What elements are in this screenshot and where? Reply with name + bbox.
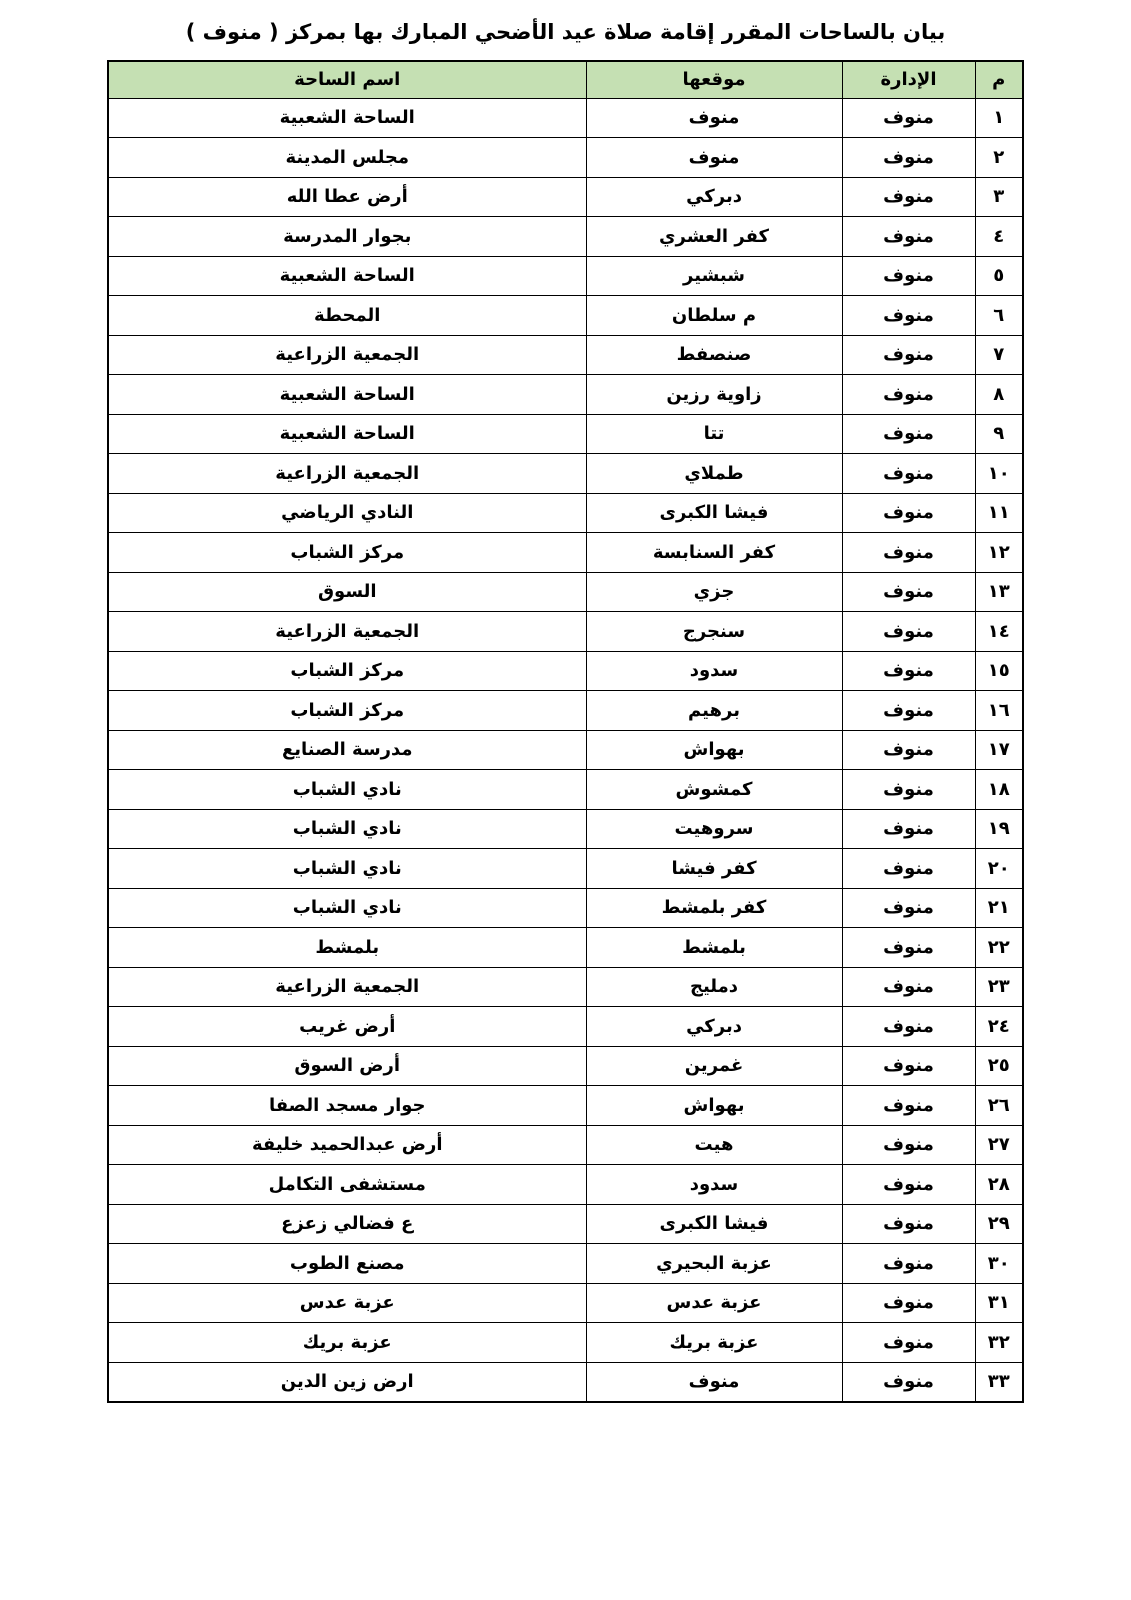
cell-square-name: مركز الشباب — [108, 533, 586, 573]
cell-square-name: مستشفى التكامل — [108, 1165, 586, 1205]
table-row — [108, 1165, 1023, 1205]
cell-number: ٦ — [975, 296, 1023, 336]
cell-number: ٨ — [975, 375, 1023, 415]
cell-square-name: ع فضالي زعزع — [108, 1204, 586, 1244]
table-row — [108, 296, 1023, 336]
table-row — [108, 572, 1023, 612]
cell-number: ٢٦ — [975, 1086, 1023, 1126]
cell-square-name: أرض عبدالحميد خليفة — [108, 1125, 586, 1165]
header-administration: الإدارة — [842, 61, 975, 98]
page-title: بيان بالساحات المقرر إقامة صلاة عيد الأضحي المبارك بها بمركز ( منوف ) — [185, 20, 946, 44]
cell-number: ٢ — [975, 138, 1023, 178]
cell-square-name: مدرسة الصنايع — [108, 730, 586, 770]
cell-administration: منوف — [842, 1125, 975, 1165]
cell-square-name: نادي الشباب — [108, 849, 586, 889]
table-row — [108, 691, 1023, 731]
cell-square-name: مصنع الطوب — [108, 1244, 586, 1284]
cell-square-name: مركز الشباب — [108, 691, 586, 731]
table-row — [108, 177, 1023, 217]
cell-location: دمليج — [586, 967, 842, 1007]
cell-number: ٣ — [975, 177, 1023, 217]
cell-administration: منوف — [842, 1283, 975, 1323]
cell-location: طملاي — [586, 454, 842, 494]
cell-square-name: بجوار المدرسة — [108, 217, 586, 257]
cell-administration: منوف — [842, 414, 975, 454]
cell-number: ٢١ — [975, 888, 1023, 928]
table-row — [108, 730, 1023, 770]
cell-administration: منوف — [842, 177, 975, 217]
cell-number: ٣٠ — [975, 1244, 1023, 1284]
cell-administration: منوف — [842, 730, 975, 770]
table-row — [108, 217, 1023, 257]
cell-administration: منوف — [842, 809, 975, 849]
cell-number: ٢٨ — [975, 1165, 1023, 1205]
cell-location: كفر السنابسة — [586, 533, 842, 573]
cell-square-name: بلمشط — [108, 928, 586, 968]
cell-location: كفر العشري — [586, 217, 842, 257]
cell-administration: منوف — [842, 256, 975, 296]
cell-administration: منوف — [842, 770, 975, 810]
cell-administration: منوف — [842, 572, 975, 612]
table-row — [108, 1283, 1023, 1323]
table-row — [108, 414, 1023, 454]
cell-square-name: الساحة الشعبية — [108, 98, 586, 138]
cell-location: عزبة البحيري — [586, 1244, 842, 1284]
header-location: موقعها — [586, 61, 842, 98]
table-row — [108, 612, 1023, 652]
table-row — [108, 1204, 1023, 1244]
table-row — [108, 454, 1023, 494]
squares-table — [107, 60, 1024, 1403]
cell-administration: منوف — [842, 454, 975, 494]
cell-square-name: جوار مسجد الصفا — [108, 1086, 586, 1126]
cell-square-name: النادي الرياضي — [108, 493, 586, 533]
cell-number: ١٦ — [975, 691, 1023, 731]
cell-location: سدود — [586, 1165, 842, 1205]
cell-location: بهواش — [586, 730, 842, 770]
cell-administration: منوف — [842, 533, 975, 573]
cell-number: ١١ — [975, 493, 1023, 533]
cell-location: منوف — [586, 98, 842, 138]
cell-square-name: المحطة — [108, 296, 586, 336]
cell-number: ١٩ — [975, 809, 1023, 849]
cell-administration: منوف — [842, 1362, 975, 1402]
table-row — [108, 651, 1023, 691]
table-row — [108, 138, 1023, 178]
table-row — [108, 493, 1023, 533]
table-row — [108, 1362, 1023, 1402]
table-row — [108, 335, 1023, 375]
cell-location: كفر فيشا — [586, 849, 842, 889]
table-row — [108, 849, 1023, 889]
cell-number: ٢٤ — [975, 1007, 1023, 1047]
table-row — [108, 770, 1023, 810]
table-row — [108, 809, 1023, 849]
table-row — [108, 1046, 1023, 1086]
cell-administration: منوف — [842, 1046, 975, 1086]
cell-administration: منوف — [842, 691, 975, 731]
cell-location: سنجرج — [586, 612, 842, 652]
cell-administration: منوف — [842, 1204, 975, 1244]
cell-location: برهيم — [586, 691, 842, 731]
cell-number: ١٢ — [975, 533, 1023, 573]
cell-number: ٣١ — [975, 1283, 1023, 1323]
table-row — [108, 888, 1023, 928]
cell-square-name: نادي الشباب — [108, 770, 586, 810]
cell-administration: منوف — [842, 335, 975, 375]
table-row — [108, 1323, 1023, 1363]
cell-location: عزبة عدس — [586, 1283, 842, 1323]
cell-administration: منوف — [842, 493, 975, 533]
squares-table-body — [108, 98, 1023, 1402]
cell-administration: منوف — [842, 612, 975, 652]
cell-administration: منوف — [842, 217, 975, 257]
cell-location: بهواش — [586, 1086, 842, 1126]
cell-number: ٥ — [975, 256, 1023, 296]
table-row — [108, 533, 1023, 573]
cell-square-name: أرض عطا الله — [108, 177, 586, 217]
cell-number: ٢٥ — [975, 1046, 1023, 1086]
cell-administration: منوف — [842, 375, 975, 415]
cell-number: ٩ — [975, 414, 1023, 454]
cell-number: ١٣ — [975, 572, 1023, 612]
cell-number: ٤ — [975, 217, 1023, 257]
header-number: م — [975, 61, 1023, 98]
cell-administration: منوف — [842, 98, 975, 138]
cell-square-name: عزبة عدس — [108, 1283, 586, 1323]
cell-square-name: أرض غريب — [108, 1007, 586, 1047]
cell-square-name: الساحة الشعبية — [108, 375, 586, 415]
cell-number: ١٤ — [975, 612, 1023, 652]
cell-location: جزي — [586, 572, 842, 612]
table-header-row — [108, 61, 1023, 98]
cell-square-name: الجمعية الزراعية — [108, 612, 586, 652]
cell-location: دبركي — [586, 177, 842, 217]
table-row — [108, 1244, 1023, 1284]
table-row — [108, 375, 1023, 415]
cell-location: دبركي — [586, 1007, 842, 1047]
cell-number: ٢٣ — [975, 967, 1023, 1007]
cell-location: منوف — [586, 138, 842, 178]
cell-number: ٣٣ — [975, 1362, 1023, 1402]
cell-number: ١٧ — [975, 730, 1023, 770]
cell-administration: منوف — [842, 296, 975, 336]
cell-square-name: الجمعية الزراعية — [108, 967, 586, 1007]
cell-administration: منوف — [842, 1244, 975, 1284]
cell-square-name: عزبة بريك — [108, 1323, 586, 1363]
cell-administration: منوف — [842, 1323, 975, 1363]
cell-square-name: الساحة الشعبية — [108, 414, 586, 454]
cell-number: ٢٠ — [975, 849, 1023, 889]
cell-number: ١٥ — [975, 651, 1023, 691]
cell-administration: منوف — [842, 967, 975, 1007]
cell-administration: منوف — [842, 1086, 975, 1126]
table-header — [108, 61, 1023, 98]
cell-number: ٧ — [975, 335, 1023, 375]
cell-number: ١٨ — [975, 770, 1023, 810]
cell-location: سدود — [586, 651, 842, 691]
cell-location: صنصفط — [586, 335, 842, 375]
cell-location: شبشير — [586, 256, 842, 296]
cell-number: ٣٢ — [975, 1323, 1023, 1363]
header-square-name: اسم الساحة — [108, 61, 586, 98]
cell-square-name: الساحة الشعبية — [108, 256, 586, 296]
cell-number: ٢٩ — [975, 1204, 1023, 1244]
cell-number: ٢٢ — [975, 928, 1023, 968]
cell-location: سروهيت — [586, 809, 842, 849]
cell-location: كمشوش — [586, 770, 842, 810]
table-row — [108, 256, 1023, 296]
cell-square-name: ارض زين الدين — [108, 1362, 586, 1402]
cell-administration: منوف — [842, 849, 975, 889]
cell-administration: منوف — [842, 928, 975, 968]
cell-square-name: الجمعية الزراعية — [108, 335, 586, 375]
cell-number: ١٠ — [975, 454, 1023, 494]
cell-location: غمرين — [586, 1046, 842, 1086]
cell-location: منوف — [586, 1362, 842, 1402]
table-row — [108, 1125, 1023, 1165]
cell-location: كفر بلمشط — [586, 888, 842, 928]
cell-location: م سلطان — [586, 296, 842, 336]
cell-administration: منوف — [842, 1165, 975, 1205]
cell-square-name: أرض السوق — [108, 1046, 586, 1086]
cell-location: هيت — [586, 1125, 842, 1165]
table-row — [108, 967, 1023, 1007]
table-row — [108, 928, 1023, 968]
cell-administration: منوف — [842, 1007, 975, 1047]
cell-location: فيشا الكبرى — [586, 493, 842, 533]
cell-administration: منوف — [842, 888, 975, 928]
table-row — [108, 1007, 1023, 1047]
cell-square-name: السوق — [108, 572, 586, 612]
cell-number: ١ — [975, 98, 1023, 138]
cell-square-name: مجلس المدينة — [108, 138, 586, 178]
cell-square-name: الجمعية الزراعية — [108, 454, 586, 494]
cell-location: بلمشط — [586, 928, 842, 968]
table-row — [108, 1086, 1023, 1126]
cell-administration: منوف — [842, 651, 975, 691]
table-row — [108, 98, 1023, 138]
cell-location: زاوية رزين — [586, 375, 842, 415]
cell-square-name: مركز الشباب — [108, 651, 586, 691]
cell-number: ٢٧ — [975, 1125, 1023, 1165]
cell-square-name: نادي الشباب — [108, 809, 586, 849]
cell-location: عزبة بريك — [586, 1323, 842, 1363]
cell-administration: منوف — [842, 138, 975, 178]
cell-location: تتا — [586, 414, 842, 454]
cell-square-name: نادي الشباب — [108, 888, 586, 928]
cell-location: فيشا الكبرى — [586, 1204, 842, 1244]
